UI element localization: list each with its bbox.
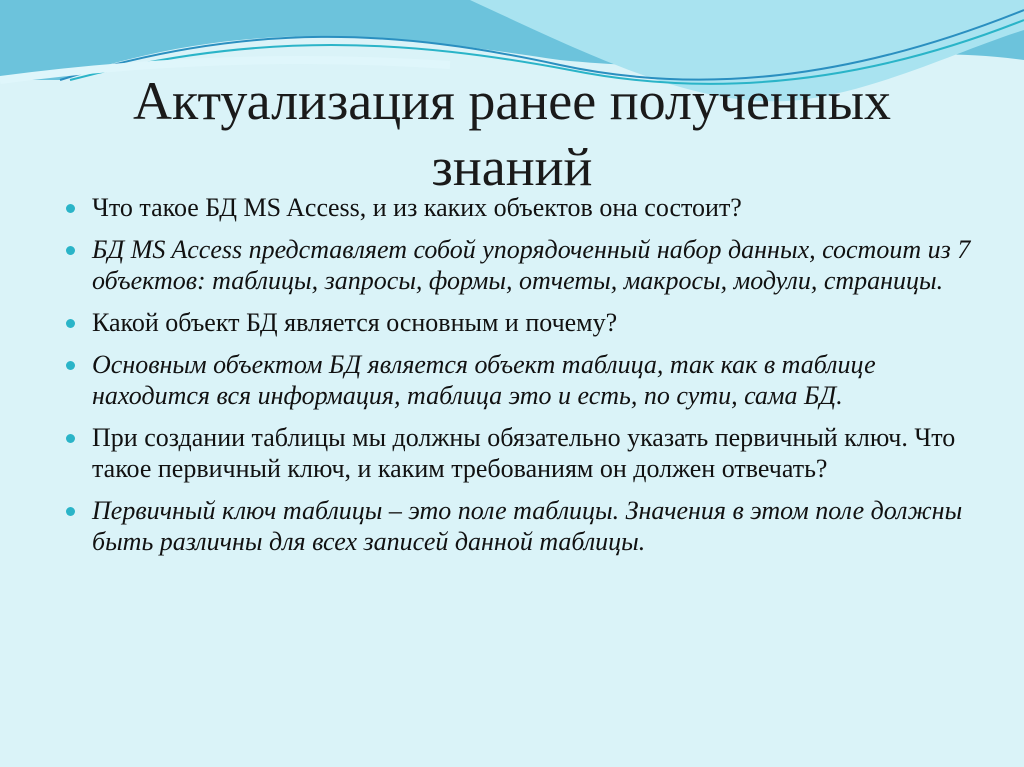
list-item: БД MS Access представляет собой упорядоченный набор данных, состоит из 7 объектов: таблицы, запросы, формы, отчеты, макросы, модули, страницы. [60, 234, 980, 296]
title-line-1: Актуализация ранее полученных [132, 71, 892, 131]
bullet-icon [66, 434, 75, 443]
bullet-icon [66, 361, 75, 370]
list-item: Основным объектом БД является объект таблица, так как в таблице находится вся информация, таблица это и есть, по сути, сама БД. [60, 349, 980, 411]
list-item: Какой объект БД является основным и почему? [60, 307, 980, 338]
list-item: Что такое БД MS Access, и из каких объектов она состоит? [60, 192, 980, 223]
bullet-icon [66, 319, 75, 328]
bullet-icon [66, 507, 75, 516]
bullet-list [60, 192, 980, 568]
list-item: При создании таблицы мы должны обязательно указать первичный ключ. Что такое первичный ключ, и каким требованиям он должен отвечать? [60, 422, 980, 484]
bullet-icon [66, 246, 75, 255]
bullet-icon [66, 204, 75, 213]
list-item: Первичный ключ таблицы – это поле таблицы. Значения в этом поле должны быть различны для всех записей данной таблицы. [60, 495, 980, 557]
slide-title [0, 68, 1024, 200]
title-line-2: знаний [431, 137, 593, 197]
